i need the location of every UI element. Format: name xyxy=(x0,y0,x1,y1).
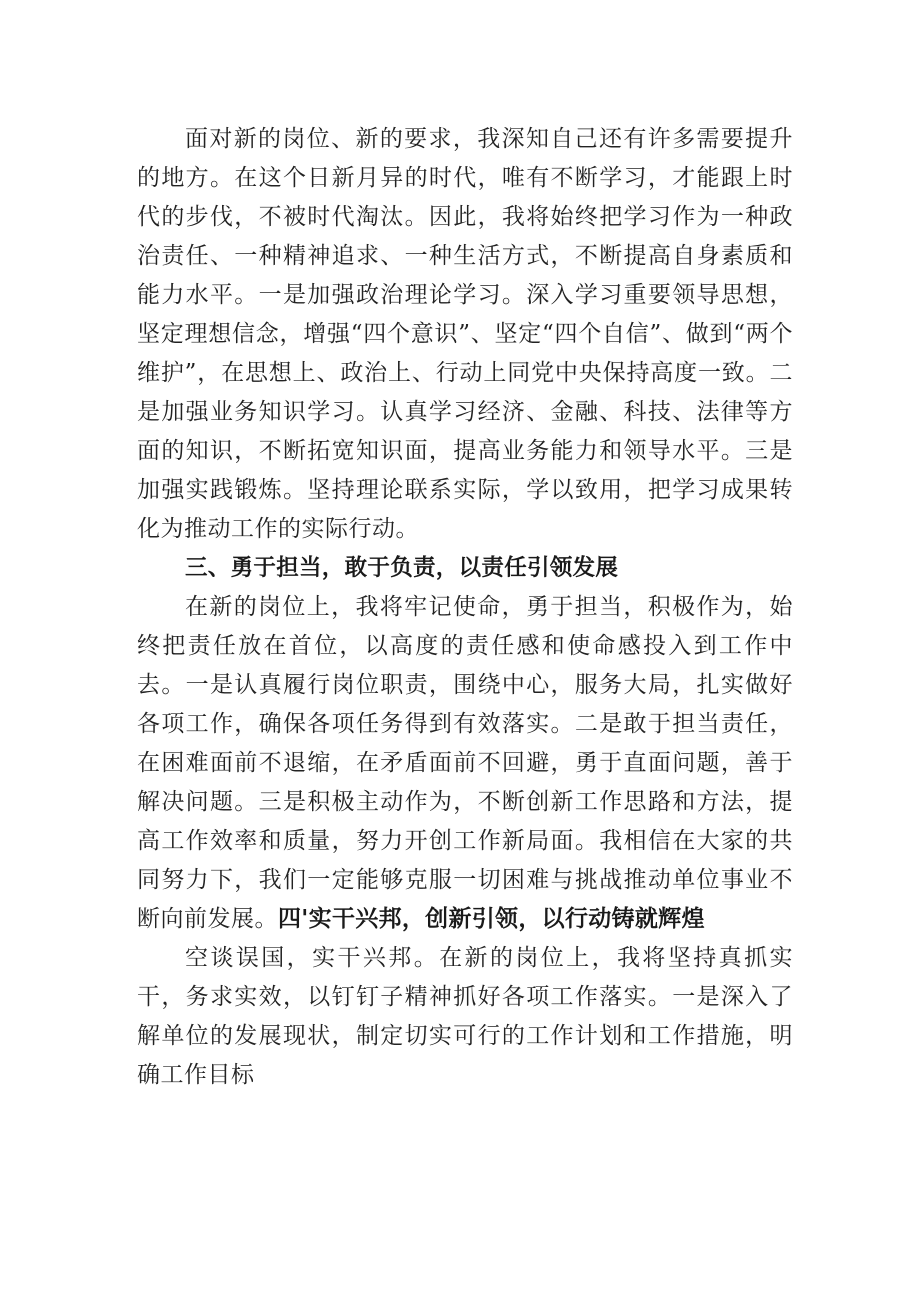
paragraph-responsibility xyxy=(137,588,793,939)
paragraph-study: 面对新的岗位、新的要求，我深知自己还有许多需要提升的地方。在这个日新月异的时代，唯有不断学习，才能跟上时代的步伐，不被时代淘汰。因此，我将始终把学习作为一种政治责任、一种精神追求、一种生活方式，不断提高自身素质和能力水平。一是加强政治理论学习。深入学习重要领导思想，坚定理想信念，增强“四个意识”、坚定“四个自信”、做到“两个维护”，在思想上、政治上、行动上同党中央保持高度一致。二是加强业务知识学习。认真学习经济、金融、科技、法律等方面的知识，不断拓宽知识面，提高业务能力和领导水平。三是加强实践锻炼。坚持理论联系实际，学以致用，把学习成果转化为推动工作的实际行动。 xyxy=(137,126,793,542)
section-heading-3: 三、勇于担当，敢于负责，以责任引领发展 xyxy=(185,555,619,581)
body-text xyxy=(137,120,793,1095)
paragraph-responsibility-text: 在新的岗位上，我将牢记使命，勇于担当，积极作为，始终把责任放在首位，以高度的责任感和使命感投入到工作中去。一是认真履行岗位职责，围绕中心，服务大局，扎实做好各项工作，确保各项任务得到有效落实。二是敢于担当责任，在困难面前不退缩，在矛盾面前不回避，勇于直面问题，善于解决问题。三是积极主动作为，不断创新工作思路和方法，提高工作效率和质量，努力开创工作新局面。我相信在大家的共同努力下，我们一定能够克服一切困难与挑战推动单位事业不断向前发展。 xyxy=(137,594,793,932)
paragraph-action: 空谈误国，实干兴邦。在新的岗位上，我将坚持真抓实干，务求实效，以钉钉子精神抓好各项工作落实。一是深入了解单位的发展现状，制定切实可行的工作计划和工作措施，明确工作目标 xyxy=(137,945,793,1088)
section-heading-4: 四'实干兴邦，创新引领，以行动铸就辉煌 xyxy=(278,906,705,932)
